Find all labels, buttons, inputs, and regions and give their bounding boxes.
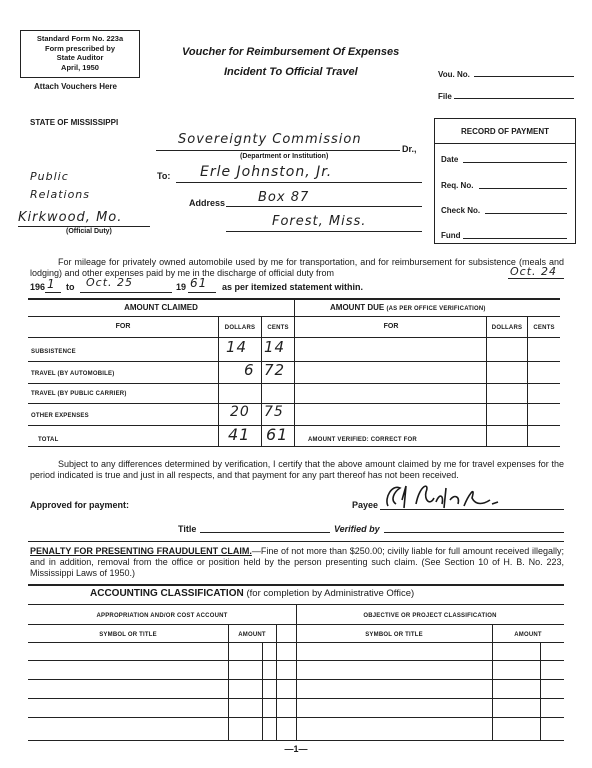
address-line1: Box 87	[258, 190, 310, 205]
amount-verified-label: AMOUNT VERIFIED: CORRECT FOR	[308, 437, 417, 443]
record-req-field[interactable]	[479, 188, 567, 189]
claimed-cents-header: CENTS	[267, 325, 289, 331]
title-field[interactable]	[200, 532, 330, 533]
attach-vouchers-label: Attach Vouchers Here	[34, 82, 117, 91]
form-prescribed: Form prescribed by	[44, 43, 116, 53]
to-date-field[interactable]	[80, 292, 172, 293]
row-label: TRAVEL (BY AUTOMOBILE)	[31, 371, 115, 377]
year2-prefix: 19	[176, 282, 187, 292]
record-fund-field[interactable]	[463, 238, 567, 239]
file-field[interactable]	[454, 98, 574, 99]
form-date: April, 1950	[61, 62, 99, 72]
address-line2-field[interactable]	[226, 231, 422, 232]
row-cents[interactable]: 14	[264, 338, 286, 356]
record-date-label: Date	[441, 155, 459, 164]
record-fund-label: Fund	[441, 231, 461, 240]
official-duty-location: Kirkwood, Mo.	[18, 210, 123, 225]
to-date-value: Oct. 25	[86, 276, 134, 289]
department-caption: (Department or Institution)	[240, 153, 329, 160]
record-title: RECORD OF PAYMENT	[460, 127, 549, 136]
record-req-label: Req. No.	[441, 181, 474, 190]
mileage-paragraph: For mileage for privately owned automobile used by me for transportation, and for reimbursement for subsistence (meals and lodging) and other expenses paid by me in the discharge of official duty from	[30, 257, 564, 278]
year1-value: 1	[47, 277, 56, 291]
state-label: STATE OF MISSISSIPPI	[30, 118, 119, 127]
row-cents[interactable]: 75	[264, 404, 284, 420]
form-number: Standard Form No. 223a	[36, 34, 124, 43]
payee-signature	[380, 478, 510, 514]
penalty-paragraph	[30, 546, 564, 579]
certify-paragraph: Subject to any differences determined by verification, I certify that the above amount claimed by me for travel expenses for the period indicated is true and just in all respects, and that payment for any part thereof has not been received.	[30, 459, 564, 480]
year1-field[interactable]	[45, 292, 61, 293]
itemized-suffix: as per itemized statement within.	[222, 282, 364, 292]
appropriation-header: APPROPRIATION AND/OR COST ACCOUNT	[96, 613, 228, 619]
record-date-field[interactable]	[463, 162, 567, 163]
year2-value: 61	[190, 276, 208, 290]
right-symbol-header: SYMBOL OR TITLE	[365, 632, 423, 638]
record-of-payment-box	[434, 118, 576, 244]
row-label: SUBSISTENCE	[31, 349, 76, 355]
row-label: TRAVEL (BY PUBLIC CARRIER)	[31, 391, 127, 397]
row-dollars[interactable]: 14	[226, 338, 248, 356]
row-label: TOTAL	[38, 437, 59, 443]
date-range-line	[30, 282, 45, 292]
penalty-text: —Fine of not more than $250.00; civilly liable for full amount received illegally; and in addition, removal from the office or position held by the person presenting such claim. (See Section 10 of H. B. No. 223, Mississippi Laws of 1950.)	[30, 546, 564, 578]
department-suffix: Dr.,	[402, 144, 417, 154]
payee-label: Payee	[352, 500, 379, 510]
right-amount-header: AMOUNT	[514, 632, 542, 638]
voucher-number-label: Vou. No.	[438, 70, 470, 79]
official-duty-public: Public Relations	[30, 170, 91, 201]
to-word: to	[66, 282, 75, 292]
due-for-header: FOR	[383, 323, 399, 330]
row-cents[interactable]: 61	[266, 425, 289, 444]
row-cents[interactable]: 72	[264, 361, 286, 379]
accounting-title: ACCOUNTING CLASSIFICATION (for completion by Administrative Office)	[90, 588, 415, 599]
objective-header: OBJECTIVE OR PROJECT CLASSIFICATION	[363, 613, 497, 619]
official-duty-line[interactable]	[18, 226, 150, 227]
left-symbol-header: SYMBOL OR TITLE	[99, 632, 157, 638]
form-title: Voucher for Reimbursement Of Expenses	[182, 46, 400, 58]
from-date-field[interactable]	[508, 278, 564, 279]
verified-by-label: Verified by	[334, 524, 380, 534]
due-dollars-header: DOLLARS	[491, 325, 523, 331]
address-label: Address	[189, 198, 226, 208]
voucher-number-field[interactable]	[474, 76, 574, 77]
year1-prefix: 196	[30, 282, 46, 292]
penalty-heading: PENALTY FOR PRESENTING FRAUDULENT CLAIM.	[30, 546, 252, 556]
department-line[interactable]	[156, 150, 400, 151]
page-number: —1—	[284, 744, 308, 754]
verified-by-field[interactable]	[384, 532, 564, 533]
form-number-box	[20, 30, 140, 78]
address-line2: Forest, Miss.	[272, 214, 367, 229]
claimed-for-header: FOR	[115, 323, 131, 330]
due-cents-header: CENTS	[533, 325, 555, 331]
to-label: To:	[157, 171, 171, 181]
address-line1-field[interactable]	[226, 206, 422, 207]
official-duty-caption: (Official Duty)	[66, 228, 112, 235]
amount-claimed-header: AMOUNT CLAIMED	[124, 303, 198, 312]
amount-due-header: AMOUNT DUE (AS PER OFFICE VERIFICATION)	[330, 303, 486, 312]
row-dollars[interactable]: 6	[244, 361, 255, 379]
claimed-dollars-header: DOLLARS	[224, 325, 256, 331]
to-line[interactable]	[176, 182, 422, 183]
from-date-value: Oct. 24	[510, 265, 558, 278]
left-amount-header: AMOUNT	[238, 632, 266, 638]
title-label: Title	[178, 524, 197, 534]
row-dollars[interactable]: 41	[228, 425, 251, 444]
record-check-label: Check No.	[441, 206, 481, 215]
year2-field[interactable]	[188, 292, 216, 293]
file-label: File	[438, 92, 452, 101]
approved-label: Approved for payment:	[30, 500, 130, 510]
payee-name: Erle Johnston, Jr.	[200, 164, 333, 180]
record-check-field[interactable]	[485, 213, 567, 214]
department-value: Sovereignty Commission	[178, 132, 362, 147]
row-dollars[interactable]: 20	[230, 404, 250, 420]
row-label: OTHER EXPENSES	[31, 413, 89, 419]
form-subtitle: Incident To Official Travel	[224, 66, 358, 78]
form-auditor: State Auditor	[56, 53, 104, 62]
